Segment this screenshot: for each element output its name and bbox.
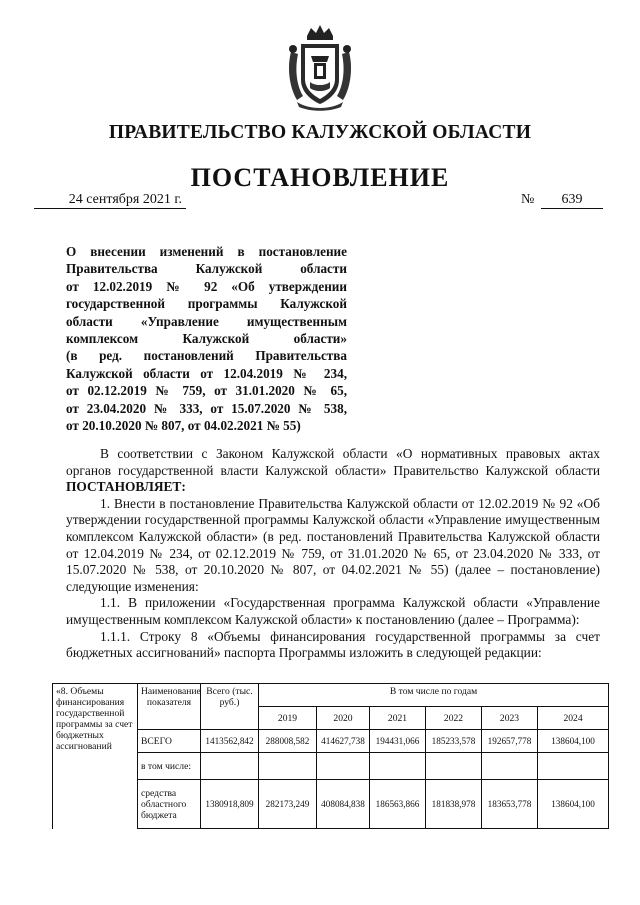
coat-of-arms-emblem	[283, 22, 357, 112]
row-value-cell: 183653,778	[482, 780, 538, 829]
clause-1-paragraph: 1. Внести в постановление Правительства Калужской области от 12.02.2019 № 92 «Об утверждении государственной программы Калужской области «Управление имущественным комплексом Калужской области» (в ред. постановлений Правительства Калужской области от 12.04.2019 № 234, от 02.12.2019 № 759, от 31.01.2020 № 65, от 23.04.2020 № 333, от 15.07.2020 № 538, от 20.10.2020 № 807, от 04.02.2021 № 55) (далее – постановление) следующие изменения:	[66, 495, 600, 594]
subject-line: О внесении изменений в постановление	[66, 244, 347, 259]
row-value-cell: 192657,778	[482, 730, 538, 753]
row-value-cell: 138604,100	[538, 730, 609, 753]
subject-line: области «Управление имущественным	[66, 313, 347, 329]
subject-line: Правительства Калужской области	[66, 261, 347, 277]
resolves-keyword: ПОСТАНОВЛЯЕТ:	[66, 479, 186, 495]
row-name-cell: средства областного бюджета	[138, 780, 201, 829]
document-number: 639	[541, 192, 603, 209]
header-year-cell: 2020	[317, 707, 370, 730]
subject-line: государственной программы Калужской	[66, 296, 347, 312]
row-value-cell: 408084,838	[317, 780, 370, 829]
row-value-cell	[482, 753, 538, 780]
row-total-cell: 1413562,842	[201, 730, 259, 753]
row-value-cell: 185233,578	[426, 730, 482, 753]
row-value-cell: 282173,249	[259, 780, 317, 829]
row-label-cell: «8. Объемы финансирования государственной программы за счет бюджетных ассигнований	[53, 684, 138, 829]
row-value-cell	[259, 753, 317, 780]
document-body	[66, 446, 600, 662]
header-year-cell: 2024	[538, 707, 609, 730]
row-value-cell	[370, 753, 426, 780]
row-value-cell: 138604,100	[538, 780, 609, 829]
clause-1-1-1-paragraph: 1.1.1. Строку 8 «Объемы финансирования государственной программы за счет бюджетных ассигнований» паспорта Программы изложить в следующей редакции:	[66, 628, 600, 661]
header-total-cell: Всего (тыс. руб.)	[201, 684, 259, 730]
subject-line: (в ред. постановлений Правительства	[66, 348, 347, 364]
subject-line: от 12.02.2019 № 92 «Об утверждении	[66, 278, 347, 294]
row-value-cell: 414627,738	[317, 730, 370, 753]
preamble-paragraph: В соответствии с Законом Калужской области «О нормативных правовых актах органов государственной власти Калужской области» Правительство Калужской области ПОСТАНОВЛЯЕТ:	[66, 446, 600, 495]
document-subject	[66, 243, 347, 434]
row-value-cell	[538, 753, 609, 780]
subject-line: от 23.04.2020 № 333, от 15.07.2020 № 538,	[66, 400, 347, 416]
row-value-cell: 194431,066	[370, 730, 426, 753]
row-value-cell: 186563,866	[370, 780, 426, 829]
clause-1-1-paragraph: 1.1. В приложении «Государственная программа Калужской области «Управление имущественным комплексом Калужской области» к постановлению (далее – Программа):	[66, 595, 600, 627]
header-year-cell: 2019	[259, 707, 317, 730]
row-name-cell: в том числе:	[138, 753, 201, 780]
document-type-title: ПОСТАНОВЛЕНИЕ	[190, 163, 450, 192]
row-value-cell	[317, 753, 370, 780]
row-value-cell: 181838,978	[426, 780, 482, 829]
header-year-cell: 2021	[370, 707, 426, 730]
header-year-cell: 2023	[482, 707, 538, 730]
organization-title: ПРАВИТЕЛЬСТВО КАЛУЖСКОЙ ОБЛАСТИ	[108, 122, 532, 143]
subject-line: комплексом Калужской области»	[66, 331, 347, 347]
header-years-group-cell: В том числе по годам	[259, 684, 609, 707]
document-number-label: №	[521, 192, 535, 207]
header-year-cell: 2022	[426, 707, 482, 730]
row-value-cell	[426, 753, 482, 780]
subject-line: Калужской области от 12.04.2019 № 234,	[66, 365, 347, 381]
subject-line: от 02.12.2019 № 759, от 31.01.2020 № 65,	[66, 383, 347, 399]
row-name-cell: ВСЕГО	[138, 730, 201, 753]
row-total-cell: 1380918,809	[201, 780, 259, 829]
header-name-cell: Наименование показателя	[138, 684, 201, 730]
financing-table	[52, 683, 609, 829]
row-total-cell	[201, 753, 259, 780]
subject-line: от 20.10.2020 № 807, от 04.02.2021 № 55)	[66, 418, 301, 434]
document-date: 24 сентября 2021 г.	[34, 192, 186, 209]
row-value-cell: 288008,582	[259, 730, 317, 753]
